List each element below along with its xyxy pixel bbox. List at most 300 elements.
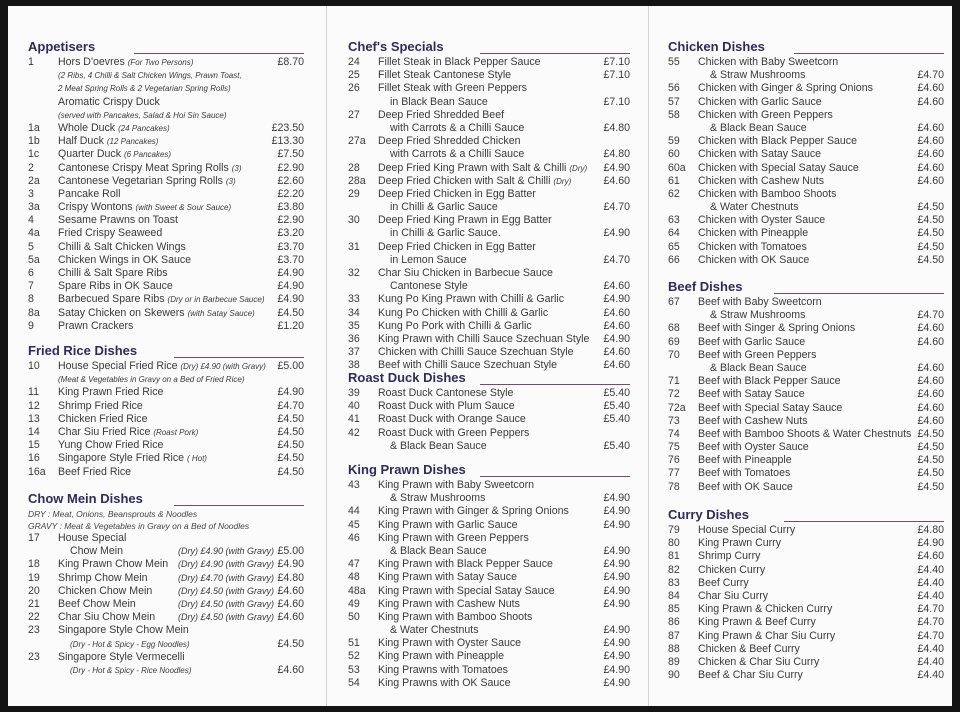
item-number: 83 (668, 576, 680, 589)
item-price: £23.50 (271, 121, 304, 134)
item-name (58, 122, 170, 135)
item-number: 29 (348, 187, 360, 200)
item-name-text: Kung Po King Prawn with Chilli & Garlic (378, 293, 565, 306)
item-name-text: Cantonese Style (390, 280, 468, 293)
item-name-text: Chicken & Char Siu Curry (698, 655, 820, 668)
item-name (698, 577, 749, 590)
item-price: £4.60 (917, 161, 944, 174)
item-name (378, 320, 532, 333)
item-name-text: King Prawns with OK Sauce (378, 676, 511, 689)
menu-item (28, 664, 304, 677)
item-name-text: Beef with Satay Sauce (698, 388, 805, 401)
item-name-text: in Lemon Sauce (390, 253, 467, 266)
section-underline (480, 384, 630, 385)
item-name (378, 82, 527, 95)
item-name-text: King Prawn with Green Peppers (378, 531, 529, 544)
menu-item (28, 135, 304, 148)
menu-item (28, 96, 304, 109)
item-price: £4.50 (917, 441, 944, 454)
item-name (58, 214, 178, 227)
item-name (698, 241, 807, 254)
item-name-text: Chicken with Baby Sweetcorn (698, 56, 839, 68)
item-number: 9 (28, 319, 34, 332)
item-price: £4.60 (917, 135, 944, 148)
section-underline (174, 505, 304, 506)
item-number: 60 (668, 148, 680, 161)
item-name-text: Chicken with OK Sauce (698, 253, 810, 266)
item-price: £4.40 (917, 669, 944, 682)
item-name-text: King Prawn with Cashew Nuts (378, 597, 520, 610)
menu-item (348, 611, 630, 624)
item-number: 71 (668, 375, 680, 388)
item-price: £4.50 (277, 412, 304, 425)
item-price: £4.60 (277, 611, 304, 624)
item-number: 1 (28, 56, 34, 68)
item-number: 69 (668, 335, 680, 348)
item-number: 14 (28, 425, 40, 438)
item-number: 66 (668, 253, 680, 266)
section-title-text: Beef Dishes (668, 279, 743, 294)
item-number: 72a (668, 401, 686, 414)
item-name-text: Chow Mein (70, 545, 123, 558)
item-name-text: Singapore Style Chow Mein (58, 624, 189, 637)
item-name (58, 532, 126, 545)
section-title-text: Appetisers (28, 39, 96, 54)
item-name-text: & Black Bean Sauce (710, 361, 807, 374)
item-name (698, 175, 824, 188)
item-note: (Dry) £4.90 (with Gravy) (180, 362, 266, 371)
section-title (668, 38, 944, 56)
item-name-text: Char Siu Fried Rice (58, 425, 151, 438)
section-underline (794, 53, 944, 54)
item-name (698, 375, 841, 388)
item-price: £4.50 (917, 427, 944, 440)
item-price: £4.90 (277, 280, 304, 293)
item-price: £2.20 (277, 187, 304, 200)
item-number: 6 (28, 267, 34, 279)
menu-item (668, 56, 944, 69)
menu-item (28, 109, 304, 122)
item-name (698, 630, 835, 643)
item-name (698, 603, 832, 616)
item-name (390, 440, 487, 453)
menu-item (28, 624, 304, 637)
item-name-text: Fillet Steak in Black Pepper Sauce (378, 56, 541, 68)
item-number: 58 (668, 108, 680, 121)
menu-item (348, 241, 630, 254)
item-name (58, 558, 168, 571)
item-number: 27 (348, 108, 360, 121)
item-price: £4.90 (603, 650, 630, 663)
item-number: 5 (28, 240, 34, 253)
section-title-text: Curry Dishes (668, 507, 749, 522)
menu-item (348, 479, 630, 492)
section-note: DRY : Meat, Onions, Beansprouts & Noodles (28, 509, 198, 519)
item-name (710, 309, 805, 322)
item-name-text: King Prawn & Chicken Curry (698, 603, 833, 616)
item-number: 11 (28, 386, 39, 399)
menu-item (668, 309, 944, 322)
item-note: (3) (225, 176, 236, 186)
item-name (698, 56, 838, 69)
menu-item (668, 322, 944, 335)
menu-section-curry (668, 506, 944, 682)
menu-item (348, 320, 630, 333)
item-name-text: Chicken with Tomatoes (698, 240, 807, 253)
item-name (710, 69, 805, 82)
item-name (378, 307, 548, 320)
item-name-text: Chicken Fried Rice (58, 412, 148, 425)
item-name-text: Beef with OK Sauce (698, 480, 793, 493)
menu-item (348, 585, 630, 598)
item-price: £4.40 (917, 655, 944, 668)
item-price: £4.90 (603, 597, 630, 610)
item-name (58, 148, 171, 161)
menu-item (348, 427, 630, 440)
item-name (390, 122, 524, 135)
item-name-text: Fried Crispy Seaweed (58, 227, 163, 240)
item-name (378, 505, 569, 518)
item-number: 50 (348, 610, 360, 623)
item-number: 23 (28, 624, 40, 637)
item-name (58, 426, 198, 439)
item-price: £4.50 (917, 240, 944, 253)
item-note: (3) (231, 163, 242, 173)
item-number: 31 (348, 240, 360, 253)
item-name (698, 669, 803, 682)
item-name (698, 148, 821, 161)
item-price: £4.80 (603, 121, 630, 134)
menu-item (668, 590, 944, 603)
menu-item (668, 122, 944, 135)
menu-section-chefs-specials (348, 38, 630, 373)
item-name-text: Beef with Garlic Sauce (698, 335, 806, 348)
item-price: £4.90 (603, 332, 630, 345)
item-name-text: Whole Duck (58, 121, 116, 134)
item-name-text: & Straw Mushrooms (390, 492, 486, 505)
menu-item (348, 598, 630, 611)
item-name-text: Cantonese Vegetarian Spring Rolls (58, 174, 223, 187)
item-note: (Dry - Hot & Spicy - Egg Noodles) (70, 639, 190, 649)
item-name-text: Beef with Singer & Spring Onions (698, 322, 856, 335)
menu-item (348, 387, 630, 400)
item-name (58, 624, 189, 637)
item-name (58, 162, 242, 175)
item-name (58, 400, 143, 413)
item-price: £4.40 (917, 642, 944, 655)
menu-item (668, 162, 944, 175)
item-dry-price: (Dry) £4.90 (with Gravy) (178, 546, 275, 557)
menu-item (348, 346, 630, 359)
item-name (58, 201, 231, 214)
item-name-text: Shrimp Fried Rice (58, 399, 143, 412)
item-price: £8.70 (277, 56, 304, 68)
menu-item (348, 56, 630, 69)
item-price: £4.90 (603, 558, 630, 571)
item-price: £4.50 (917, 201, 944, 214)
menu-sheet (8, 6, 952, 706)
item-number: 70 (668, 348, 680, 361)
item-price: £4.60 (603, 346, 630, 359)
item-name (378, 135, 521, 148)
item-name-text: Beef with Baby Sweetcorn (698, 296, 822, 308)
item-dry-price: (Dry) £4.50 (with Gravy) (178, 612, 275, 623)
item-number: 13 (28, 412, 40, 425)
item-number: 26 (348, 82, 360, 95)
menu-item (668, 96, 944, 109)
item-number: 85 (668, 603, 680, 616)
item-name (378, 558, 553, 571)
item-name (378, 637, 521, 650)
item-name-text: Beef Curry (698, 576, 749, 589)
item-name-text: Barbecued Spare Ribs (58, 293, 165, 306)
item-number: 1b (28, 135, 40, 148)
menu-item (348, 148, 630, 161)
menu-item (668, 564, 944, 577)
item-number: 60a (668, 161, 686, 174)
item-name-text: Spare Ribs in OK Sauce (58, 280, 173, 293)
menu-item (668, 616, 944, 629)
item-price: £4.70 (603, 253, 630, 266)
item-name (698, 162, 859, 175)
section-underline (480, 476, 630, 477)
menu-item (348, 532, 630, 545)
item-name (378, 162, 587, 175)
item-price: £4.60 (277, 663, 304, 676)
item-name-text: Chicken with Green Peppers (698, 108, 833, 121)
menu-item (668, 227, 944, 240)
item-name (58, 241, 186, 254)
item-price: £4.90 (603, 161, 630, 174)
item-note: (6 Pancakes) (123, 150, 172, 160)
item-name (698, 537, 781, 550)
item-name-text: Deep Fried King Prawn with Salt & Chilli (378, 161, 567, 174)
item-name (378, 175, 571, 188)
item-number: 61 (668, 174, 680, 187)
item-note: (Meat & Vegetables in Gravy on a Bed of Fried Rice) (58, 375, 245, 385)
item-price: £2.90 (277, 214, 304, 227)
section-title (28, 342, 304, 360)
item-note: (Dry - Hot & Spicy - Rice Noodles) (70, 665, 192, 675)
item-name (58, 69, 242, 82)
item-price: £4.80 (603, 148, 630, 161)
menu-section-chicken (668, 38, 944, 267)
item-name-text: Beef with Bamboo Shoots & Water Chestnuts (698, 427, 912, 440)
item-price: £4.70 (277, 399, 304, 412)
item-name-text: King Prawn Fried Rice (58, 386, 164, 399)
item-name (378, 346, 574, 359)
item-name-text: Shrimp Chow Mein (58, 571, 148, 584)
item-price: £2.90 (277, 161, 304, 174)
item-name (698, 188, 836, 201)
item-name (58, 320, 133, 333)
item-name-text: Deep Fried Shredded Chicken (378, 135, 521, 148)
item-price: £4.60 (917, 174, 944, 187)
menu-item (668, 336, 944, 349)
menu-item (348, 109, 630, 122)
item-number: 1a (28, 121, 40, 134)
menu-item (668, 82, 944, 95)
item-price: £4.70 (917, 616, 944, 629)
item-name (378, 585, 555, 598)
item-price: £4.50 (277, 452, 304, 465)
menu-item (668, 241, 944, 254)
menu-item (28, 241, 304, 254)
menu-item (668, 69, 944, 82)
item-number: 78 (668, 480, 680, 493)
item-number: 73 (668, 414, 680, 427)
item-name-text: Deep Fried Chicken in Egg Batter (378, 240, 536, 253)
section-underline (784, 521, 944, 522)
item-name-text: Beef with Green Peppers (698, 348, 817, 361)
item-number: 41 (348, 413, 360, 426)
menu-section-fried-rice (28, 342, 304, 479)
section-title-text: Chow Mein Dishes (28, 491, 143, 506)
item-note: 2 Meat Spring Rolls & 2 Vegetarian Spring Rolls) (58, 84, 231, 94)
menu-section-chow-mein (28, 490, 304, 677)
item-name-text: Aromatic Crispy Duck (58, 95, 160, 108)
item-note: (2 Ribs, 4 Chilli & Salt Chicken Wings, Prawn Toast, (58, 71, 242, 81)
item-number: 18 (28, 558, 40, 571)
item-name (698, 454, 792, 467)
item-price: £4.90 (603, 637, 630, 650)
item-price: £4.40 (917, 576, 944, 589)
item-number: 20 (28, 584, 40, 597)
item-price: £4.60 (917, 335, 944, 348)
item-number: 68 (668, 322, 680, 335)
item-note: ( Hot) (186, 454, 207, 464)
item-number: 16a (28, 465, 46, 478)
item-number: 4 (28, 214, 34, 227)
item-name-text: Kung Po Pork with Chilli & Garlic (378, 319, 532, 332)
item-price: £4.90 (603, 227, 630, 240)
menu-item (348, 214, 630, 227)
item-name (378, 532, 529, 545)
menu-item (28, 227, 304, 240)
item-number: 30 (348, 214, 360, 227)
menu-section-appetisers (28, 38, 304, 333)
item-number: 10 (28, 360, 40, 372)
fold-line (326, 6, 327, 706)
item-price: £4.60 (603, 359, 630, 372)
item-name (698, 109, 833, 122)
item-name-text: Chilli & Salt Chicken Wings (58, 240, 186, 253)
item-number: 17 (28, 532, 40, 544)
item-price: £4.90 (603, 492, 630, 505)
item-number: 12 (28, 399, 40, 412)
menu-item (668, 428, 944, 441)
item-price: £5.00 (277, 360, 304, 372)
menu-item (28, 386, 304, 399)
item-price: £5.00 (277, 545, 304, 558)
menu-item (348, 307, 630, 320)
item-name (70, 664, 191, 677)
item-number: 2a (28, 174, 40, 187)
menu-item (668, 362, 944, 375)
item-name (390, 545, 487, 558)
item-name (378, 413, 526, 426)
item-name (390, 624, 479, 637)
item-number: 21 (28, 597, 40, 610)
item-name-text: Beef with Pineapple (698, 454, 792, 467)
item-name-text: King Prawn Curry (698, 537, 782, 550)
item-name-text: King Prawn with Chilli Sauce Szechuan Style (378, 332, 590, 345)
item-price: £7.50 (277, 148, 304, 161)
item-number: 48a (348, 584, 366, 597)
item-number: 48 (348, 571, 360, 584)
item-name-text: Deep Fried Chicken in Egg Batter (378, 187, 536, 200)
item-number: 57 (668, 95, 680, 108)
item-name (698, 590, 768, 603)
item-name (390, 280, 468, 293)
item-name (378, 109, 504, 122)
item-price: £4.40 (917, 563, 944, 576)
item-price: £1.20 (277, 319, 304, 332)
item-price: £4.60 (277, 597, 304, 610)
item-number: 35 (348, 319, 360, 332)
item-name (698, 428, 911, 441)
item-name-text: Deep Fried Shredded Beef (378, 108, 505, 121)
item-number: 49 (348, 597, 360, 610)
item-number: 51 (348, 637, 360, 650)
item-name-text: King Prawn with Baby Sweetcorn (378, 479, 535, 491)
item-number: 74 (668, 427, 680, 440)
item-name-text: Quarter Duck (58, 148, 121, 161)
menu-item (348, 664, 630, 677)
item-name-text: in Chilli & Garlic Sauce. (390, 227, 501, 240)
item-name-text: King Prawn & Char Siu Curry (698, 629, 836, 642)
menu-item (28, 651, 304, 664)
menu-item (668, 441, 944, 454)
item-name-text: Beef Chow Mein (58, 597, 136, 610)
menu-item (668, 415, 944, 428)
menu-item (348, 492, 630, 505)
item-name (698, 550, 760, 563)
item-name-text: King Prawn with Satay Sauce (378, 571, 517, 584)
item-price: £3.70 (277, 240, 304, 253)
item-name-text: King Prawn with Special Satay Sauce (378, 584, 555, 597)
item-number: 8a (28, 306, 40, 319)
fold-line (648, 6, 649, 706)
item-name-text: Yung Chow Fried Rice (58, 439, 164, 452)
item-number: 32 (348, 267, 360, 279)
section-title-text: Fried Rice Dishes (28, 343, 138, 358)
item-price: £4.70 (917, 603, 944, 616)
item-price: £4.50 (277, 425, 304, 438)
item-number: 19 (28, 571, 40, 584)
item-number: 34 (348, 306, 360, 319)
item-number: 47 (348, 558, 360, 571)
item-name-text: & Water Chestnuts (710, 201, 799, 214)
item-number: 87 (668, 629, 680, 642)
menu-item (668, 603, 944, 616)
item-name (58, 439, 163, 452)
item-name (698, 214, 825, 227)
item-price: £4.50 (917, 454, 944, 467)
section-title (668, 278, 944, 296)
item-dry-price: (Dry) £4.70 (with Gravy) (178, 572, 275, 583)
item-number: 38 (348, 359, 360, 372)
item-name-text: Char Siu Curry (698, 589, 769, 602)
item-price: £4.90 (603, 624, 630, 637)
menu-item (348, 650, 630, 663)
section-title-text: Chicken Dishes (668, 39, 765, 54)
item-number: 53 (348, 663, 360, 676)
item-number: 16 (28, 452, 40, 465)
item-price: £4.60 (917, 414, 944, 427)
item-name-text: with Carrots & a Chilli Sauce (390, 121, 525, 134)
menu-item (348, 333, 630, 346)
